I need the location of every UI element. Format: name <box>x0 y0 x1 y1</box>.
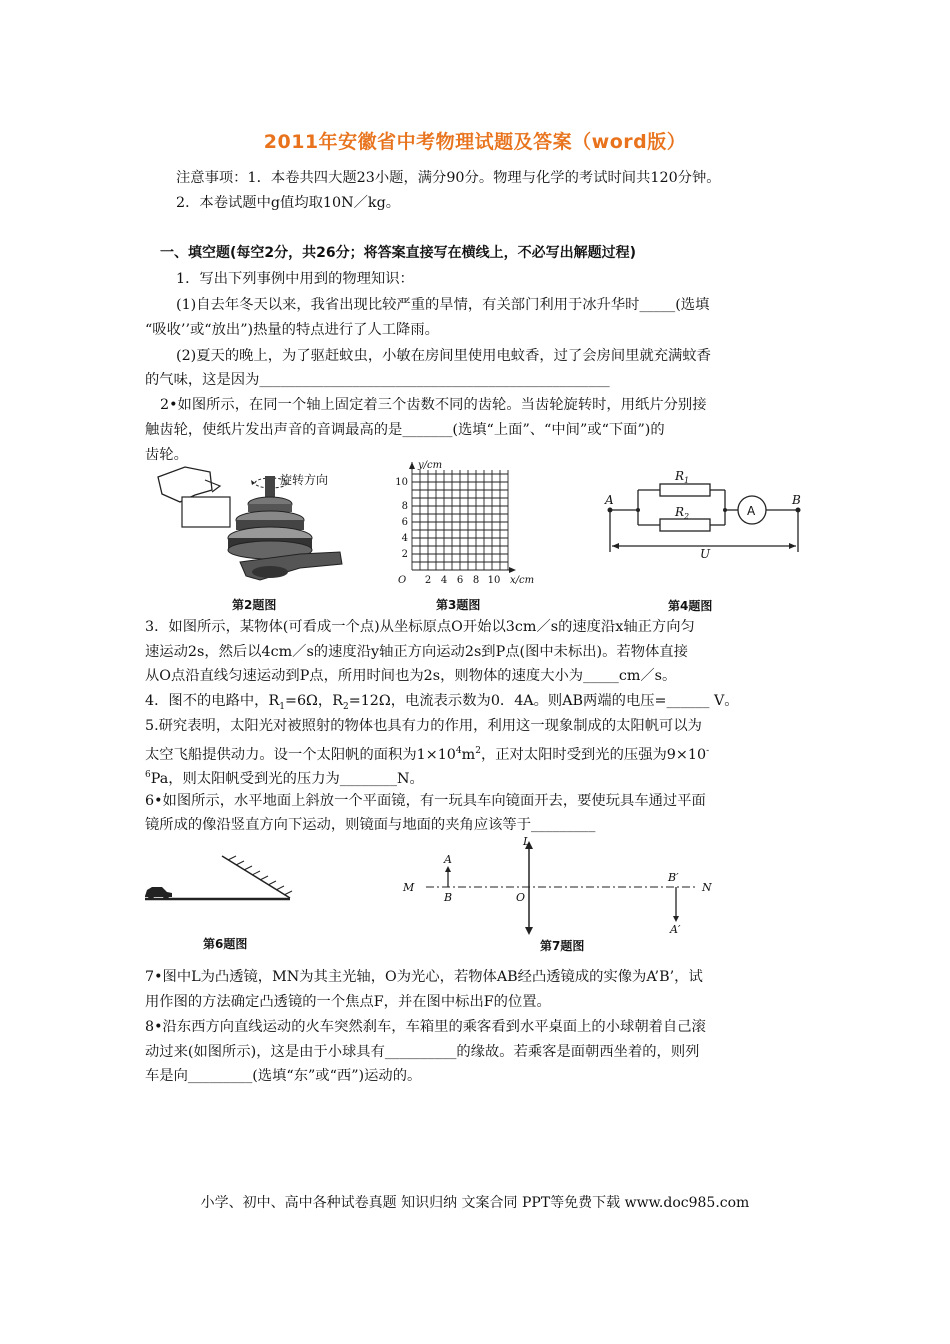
q1-part1-line1: (1)自去年冬天以来，我省出现比较严重的旱情，有关部门利用于冰升华时_____(选填 <box>176 297 710 313</box>
q1-part2-line1: (2)夏天的晚上，为了驱赶蚊虫，小敏在房间里使用电蚊香，过了会房间里就充满蚊香 <box>176 348 711 364</box>
fig3-ytick: 2 <box>401 549 408 560</box>
q1-part1-line2: “吸收’’或“放出”)热量的特点进行了人工降雨。 <box>145 322 439 338</box>
q8-line3: 车是向_________(选填“东”或“西”)运动的。 <box>145 1068 422 1084</box>
q2-line3: 齿轮。 <box>145 447 188 463</box>
figure-2-gears <box>150 462 350 592</box>
q8-line2: 动过来(如图所示)，这是由于小球具有__________的缘故。若乘客是面朝西坐着的，则列 <box>145 1044 700 1060</box>
page-footer: 小学、初中、高中各种试卷真题 知识归纳 文案合同 PPT等免费下载 www.doc985.com <box>200 1195 750 1211</box>
fig2-caption: 第2题图 <box>232 598 277 612</box>
fig3-xtick: 2 <box>424 575 432 586</box>
q7-line2: 用作图的方法确定凸透镜的一个焦点F，并在图中标出F的位置。 <box>145 994 551 1010</box>
fig3-caption: 第3题图 <box>436 598 481 612</box>
figure-6-mirror <box>140 848 300 908</box>
fig7-caption: 第7题图 <box>540 939 585 953</box>
figure-4-circuit <box>600 470 815 590</box>
fig3-xtick: 10 <box>487 575 501 586</box>
q8-line1: 8•沿东西方向直线运动的火车突然刹车，车箱里的乘客看到水平桌面上的小球朝着自己滚 <box>145 1019 706 1035</box>
fig3-x-axis-label: x/cm <box>510 575 535 586</box>
fig4-r2-label: $R_2$ <box>675 505 690 521</box>
figure-7-lens <box>398 835 718 940</box>
q6-line1: 6•如图所示，水平地面上斜放一个平面镜，有一玩具车向镜面开去，要使玩具车通过平面 <box>145 793 706 809</box>
q3-line3: 从O点沿直线匀速运动到P点，所用时间也为2s，则物体的速度大小为_____cm／s。 <box>145 668 677 684</box>
q1-stem: 1．写出下列事例中用到的物理知识： <box>176 271 414 287</box>
notes-line-2: 2．本卷试题中g值均取10N／kg。 <box>176 195 401 211</box>
q5-line3: $^6$Pa，则太阳帆受到光的压力为________N。 <box>145 770 424 787</box>
fig3-ytick: 6 <box>401 517 408 528</box>
fig7-lens-label: L <box>523 835 531 848</box>
fig4-terminal-b: B <box>792 493 801 507</box>
fig4-r1-label: $R_1$ <box>675 470 690 485</box>
q2-line1: 2•如图所示，在同一个轴上固定着三个齿数不同的齿轮。当齿轮旋转时，用纸片分别接 <box>160 397 707 413</box>
fig3-xtick: 8 <box>472 575 480 586</box>
fig4-terminal-a: A <box>605 493 614 507</box>
q5-line2: 太空飞船提供动力。设一个太阳帆的面积为$1\times 10^4m^2$，正对太阳时受到光的压强为9×10- <box>145 746 710 763</box>
fig7-a-label: A <box>444 853 452 866</box>
q5-line1: 5.研究表明，太阳光对被照射的物体也具有力的作用，利用这一现象制成的太阳帆可以为 <box>145 718 702 734</box>
document-title: 2011年安徽省中考物理试题及答案（word版） <box>263 131 687 153</box>
figure-3-grid <box>388 458 538 593</box>
fig4-voltage-label: U <box>700 547 711 561</box>
fig3-ytick: 8 <box>401 501 408 512</box>
fig3-xtick: 6 <box>456 575 464 586</box>
q2-line2: 触齿轮，使纸片发出声音的音调最高的是_______(选填“上面”、“中间”或“下面”)的 <box>145 422 665 438</box>
q6-line2: 镜所成的像沿竖直方向下运动，则镜面与地面的夹角应该等于_________ <box>145 817 596 833</box>
fig4-caption: 第4题图 <box>668 599 713 613</box>
fig7-bprime-label: B′ <box>668 871 679 884</box>
notes-line-1: 注意事项：1．本卷共四大题23小题，满分90分。物理与化学的考试时间共120分钟。 <box>176 170 721 186</box>
fig6-caption: 第6题图 <box>203 937 248 951</box>
q3-line2: 速运动2s，然后以4cm／s的速度沿y轴正方向运动2s到P点(图中未标出)。若物体直接 <box>145 644 688 660</box>
fig7-n-label: N <box>702 881 712 894</box>
q4-line: 4．图不的电路中，$R_1=6\Omega$，$R_2=12\Omega$，电流表示数为0．4A。则AB两端的电压=______ V。 <box>145 693 739 712</box>
fig7-b-label: B <box>444 891 453 904</box>
fig4-ammeter-symbol: A <box>747 504 756 518</box>
q7-line1: 7•图中L为凸透镜，MN为其主光轴，O为光心，若物体AB经凸透镜成的实像为A’B’，试 <box>145 969 703 985</box>
fig3-origin: O <box>398 575 407 586</box>
section-heading: 一、填空题(每空2分，共26分；将答案直接写在横线上，不必写出解题过程) <box>160 245 637 261</box>
fig3-ytick: 4 <box>401 533 408 544</box>
fig3-ytick: 10 <box>395 477 408 488</box>
q1-part2-line2: 的气味，这是因为_________________________________________________ <box>145 372 610 388</box>
fig7-aprime-label: A′ <box>670 923 681 936</box>
fig3-y-axis-label: y/cm <box>418 460 443 471</box>
fig7-m-label: M <box>403 881 415 894</box>
fig7-o-label: O <box>516 891 526 904</box>
fig2-rotation-label: 旋转方向 <box>280 473 329 487</box>
fig3-xtick: 4 <box>440 575 448 586</box>
q3-line1: 3．如图所示，某物体(可看成一个点)从坐标原点O开始以3cm／s的速度沿x轴正方向匀 <box>145 619 695 635</box>
